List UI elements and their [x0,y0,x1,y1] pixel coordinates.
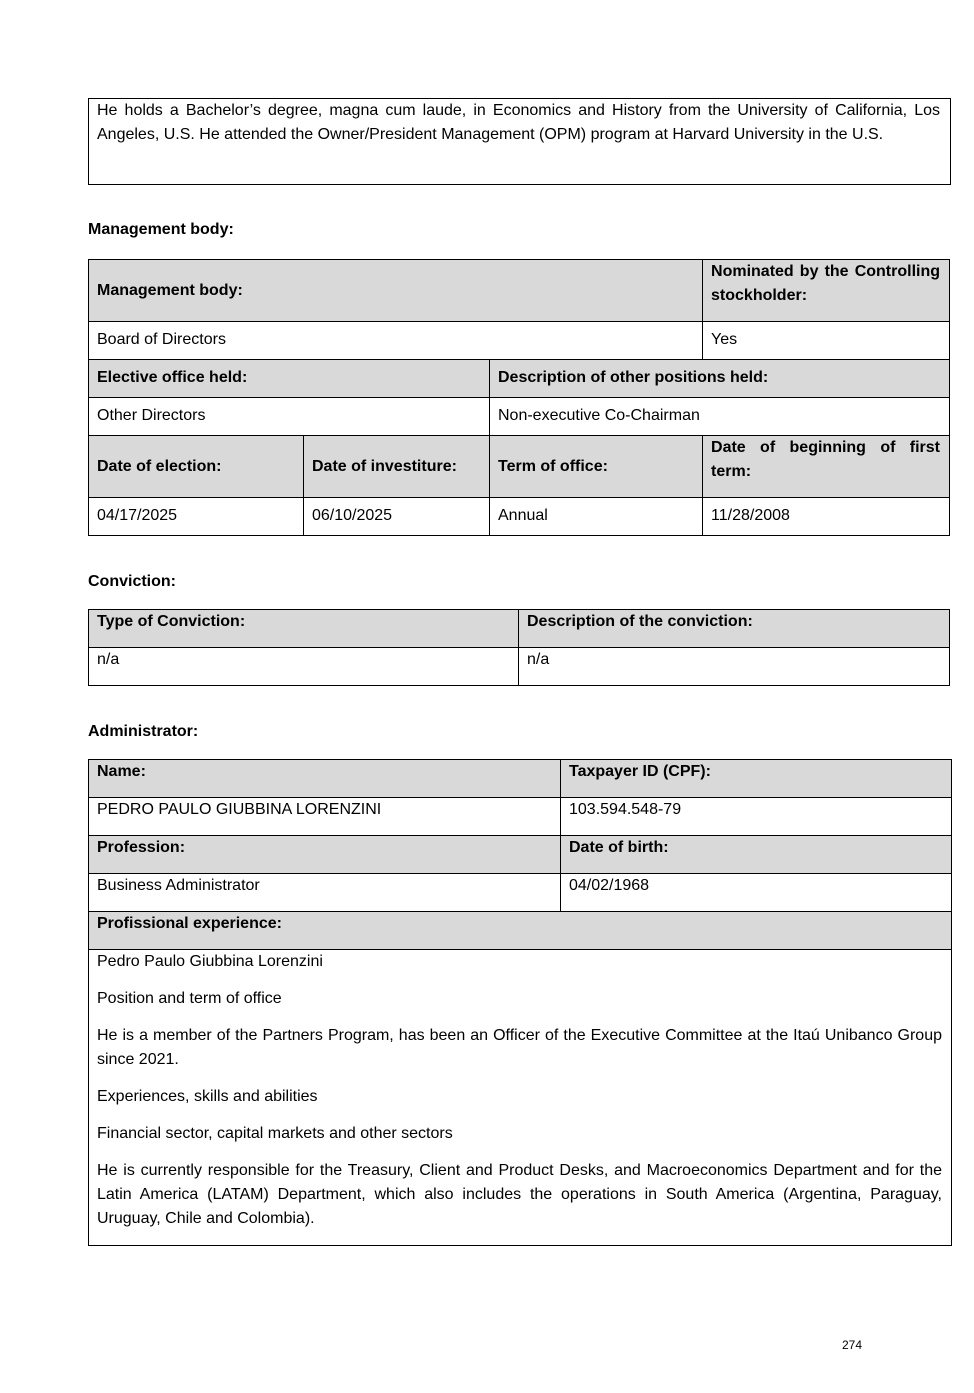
conviction-type-header: Type of Conviction: [89,610,519,648]
elective-office-header: Elective office held: [89,360,490,398]
experience-line: Pedro Paulo Giubbina Lorenzini [97,953,323,970]
experience-line: He is currently responsible for the Treasury, Client and Product Desks, and Macroeconomics Department and for the Latin America (LATAM) Department, which also includes the operations in South America (Argentina, Paraguay, Uruguay, Chile and Colombia). [97,1162,942,1227]
elective-office-value: Other Directors [89,398,490,436]
nominated-value: Yes [703,322,950,360]
election-date-header: Date of election: [89,436,304,498]
term-of-office-value: Annual [490,498,703,536]
cpf-value: 103.594.548-79 [561,798,952,836]
conviction-table [88,609,950,686]
other-positions-value: Non-executive Co-Chairman [490,398,950,436]
experience-line: Financial sector, capital markets and other sectors [97,1125,453,1142]
education-box [88,98,951,185]
experience-line: He is a member of the Partners Program, has been an Officer of the Executive Committee at the Itaú Unibanco Group since 2021. [97,1027,942,1068]
experience-header: Profissional experience: [89,912,952,950]
profession-value: Business Administrator [89,874,561,912]
management-section-title: Management body: [88,221,234,238]
experience-line: Experiences, skills and abilities [97,1088,318,1105]
name-value: PEDRO PAULO GIUBBINA LORENZINI [89,798,561,836]
experience-body [89,950,952,1246]
first-term-value: 11/28/2008 [703,498,950,536]
birth-date-header: Date of birth: [561,836,952,874]
investiture-date-value: 06/10/2025 [304,498,490,536]
first-term-header [703,436,950,498]
nominated-header [703,260,950,322]
nominated-header-text: Nominated by the Controlling stockholder: [711,263,941,304]
birth-date-value: 04/02/1968 [561,874,952,912]
education-paragraph: He holds a Bachelor’s degree, magna cum laude, in Economics and History from the University of California, Los Angeles, U.S. He attended the Owner/President Management (OPM) program at Harvard University in the U.S. [97,102,940,143]
conviction-type-value: n/a [89,648,519,686]
election-date-value: 04/17/2025 [89,498,304,536]
investiture-date-header: Date of investiture: [304,436,490,498]
experience-line: Position and term of office [97,990,282,1007]
name-header: Name: [89,760,561,798]
management-table [88,259,950,536]
page-number: 274 [842,1338,863,1352]
other-positions-header: Description of other positions held: [490,360,950,398]
first-term-header-text: Date of beginning of first term: [711,439,941,480]
term-of-office-header: Term of office: [490,436,703,498]
profession-header: Profession: [89,836,561,874]
management-body-header: Management body: [89,260,703,322]
management-body-value: Board of Directors [89,322,703,360]
administrator-table [88,759,952,1246]
conviction-description-value: n/a [519,648,950,686]
conviction-description-header: Description of the conviction: [519,610,950,648]
conviction-section-title: Conviction: [88,573,176,590]
administrator-section-title: Administrator: [88,723,199,740]
cpf-header: Taxpayer ID (CPF): [561,760,952,798]
